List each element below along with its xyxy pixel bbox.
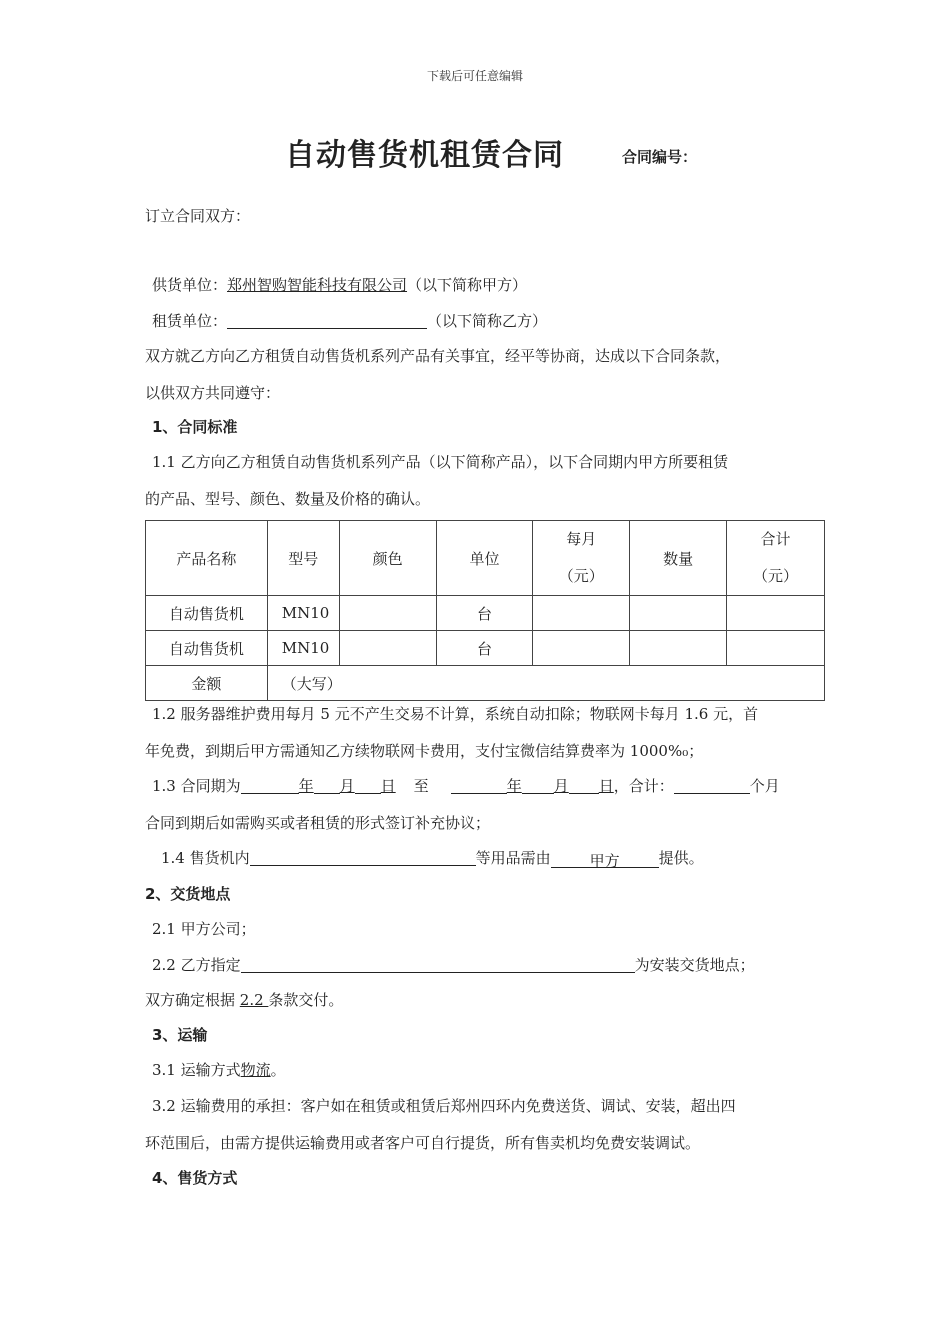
end-month-blank (522, 777, 554, 794)
lessee-name-blank (227, 312, 427, 329)
basis-suffix: 条款交付。 (268, 991, 344, 1009)
supplies-mid: 等用品需由 (475, 849, 551, 867)
supplier-line (152, 275, 527, 295)
term-total: ，合计： (613, 777, 674, 795)
supplies-party: 甲方 (551, 851, 659, 868)
clause-1-1-line-1: 1.1 乙方向乙方租赁自动售货机系列产品（以下简称产品），以下合同期内甲方所要租赁 (152, 453, 729, 471)
header-monthly (533, 521, 630, 596)
parties-label: 订立合同双方： (145, 207, 251, 225)
supplier-name: 郑州智购智能科技有限公司 (227, 276, 408, 294)
cell-quantity (630, 596, 727, 631)
start-month-label: 月 (339, 777, 355, 795)
clause-1-4 (161, 848, 704, 868)
basis-clause-ref: 2.2 (239, 991, 269, 1009)
cell-model: MN10 (267, 631, 339, 666)
delivery-basis (145, 990, 343, 1010)
supplies-blank (250, 849, 476, 866)
lessee-suffix: （以下简称乙方） (427, 312, 548, 330)
start-day-blank (355, 777, 381, 794)
cell-total (727, 596, 825, 631)
header-total-label: 合计 (760, 530, 791, 548)
header-total-unit: （元） (753, 567, 799, 585)
lessee-line (152, 311, 547, 331)
start-month-blank (314, 777, 340, 794)
section-2-heading: 2、交货地点 (145, 885, 231, 903)
contract-number-label: 合同编号： (622, 148, 698, 166)
lessee-label: 租赁单位： (152, 312, 228, 330)
cell-quantity (630, 631, 727, 666)
header-model: 型号 (267, 521, 339, 596)
clause-3-2-line-1: 3.2 运输费用的承担：客户如在租赁或租赁后郑州四环内免费送货、调试、安装，超出四 (152, 1097, 736, 1115)
cell-product-name: 自动售货机 (146, 596, 268, 631)
end-day-label: 日 (598, 777, 614, 795)
end-year-blank (451, 777, 507, 794)
transport-mode: 物流 (240, 1061, 271, 1079)
cell-color (339, 596, 436, 631)
months-blank (674, 777, 750, 794)
cell-product-name: 自动售货机 (146, 631, 268, 666)
end-day-blank (569, 777, 599, 794)
clause-3-1 (152, 1060, 286, 1080)
transport-prefix: 3.1 运输方式 (152, 1061, 241, 1079)
amount-value: （大写） (267, 666, 824, 701)
clause-1-3-line-1 (152, 776, 780, 796)
header-quantity: 数量 (630, 521, 727, 596)
section-3-heading: 3、运输 (152, 1026, 208, 1044)
intro-line-2: 以供双方共同遵守： (145, 384, 281, 402)
amount-label: 金额 (146, 666, 268, 701)
supplies-prefix: 1.4 售货机内 (161, 849, 250, 867)
clause-1-1-line-2: 的产品、型号、颜色、数量及价格的确认。 (145, 490, 431, 508)
intro-line-1: 双方就乙方向乙方租赁自动售货机系列产品有关事宜，经平等协商，达成以下合同条款， (145, 347, 731, 365)
clause-2-1: 2.1 甲方公司； (152, 920, 256, 938)
cell-model: MN10 (267, 596, 339, 631)
end-year-label: 年 (506, 777, 522, 795)
supplies-suffix: 提供。 (658, 849, 704, 867)
start-year-label: 年 (298, 777, 314, 795)
delivery-location-blank (241, 956, 635, 973)
spacer (396, 778, 414, 794)
cell-color (339, 631, 436, 666)
supplier-label: 供货单位： (152, 276, 228, 294)
cell-unit: 台 (436, 596, 533, 631)
spacer (429, 778, 451, 794)
clause-1-3-line-2: 合同到期后如需购买或者租赁的形式签订补充协议； (145, 814, 491, 832)
delivery-prefix: 2.2 乙方指定 (152, 956, 241, 974)
title-row (0, 130, 950, 174)
table-header-row (146, 521, 825, 596)
basis-prefix: 双方确定根据 (145, 991, 240, 1009)
start-day-label: 日 (380, 777, 396, 795)
header-total (727, 521, 825, 596)
cell-monthly (533, 596, 630, 631)
clause-2-2 (152, 955, 755, 975)
clause-3-2-line-2: 环范围后，由需方提供运输费用或者客户可自行提货，所有售卖机均免费安装调试。 (145, 1134, 701, 1152)
section-4-heading: 4、售货方式 (152, 1169, 238, 1187)
term-to: 至 (413, 777, 429, 795)
term-prefix: 1.3 合同期为 (152, 777, 241, 795)
table-row (146, 631, 825, 666)
cell-unit: 台 (436, 631, 533, 666)
transport-end: 。 (270, 1061, 286, 1079)
start-year-blank (241, 777, 299, 794)
cell-monthly (533, 631, 630, 666)
header-monthly-label: 每月 (566, 530, 597, 548)
header-monthly-unit: （元） (558, 567, 604, 585)
product-table (145, 520, 825, 701)
term-unit: 个月 (749, 777, 780, 795)
header-color: 颜色 (339, 521, 436, 596)
clause-1-2-line-1: 1.2 服务器维护费用每月 5 元不产生交易不计算，系统自动扣除；物联网卡每月 1.6 元，首 (152, 705, 759, 723)
section-1-heading: 1、合同标准 (152, 418, 238, 436)
cell-total (727, 631, 825, 666)
clause-1-2-line-2: 年免费，到期后甲方需通知乙方续物联网卡费用，支付宝微信结算费率为 1000%₀； (145, 742, 704, 760)
header-product-name: 产品名称 (146, 521, 268, 596)
table-amount-row (146, 666, 825, 701)
table-row (146, 596, 825, 631)
header-note: 下载后可任意编辑 (426, 69, 523, 83)
delivery-suffix: 为安装交货地点； (634, 956, 755, 974)
supplier-suffix: （以下简称甲方） (407, 276, 528, 294)
header-unit: 单位 (436, 521, 533, 596)
end-month-label: 月 (553, 777, 569, 795)
document-title: 自动售货机租赁合同 (285, 138, 564, 173)
